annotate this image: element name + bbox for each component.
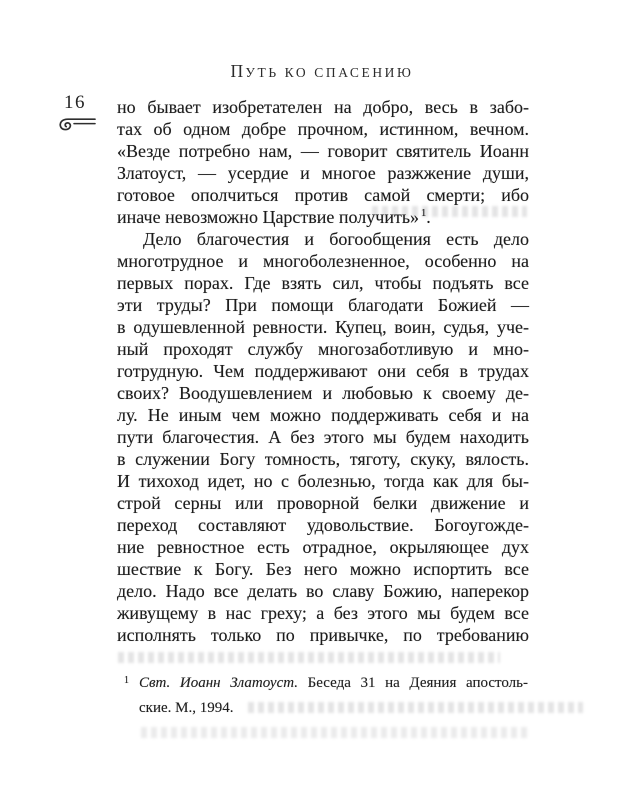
body-line: лу. Не иным чем можно поддерживать себя и на (117, 405, 529, 425)
body-line: переход составляют удовольствие. Богоугожде- (117, 515, 529, 535)
body-line: эти труды? При помощи благодати Божией — (117, 295, 529, 315)
footnote-marker: 1 (124, 675, 129, 686)
running-head-title: ПУТЬ КО СПАСЕНИЮ (230, 61, 414, 81)
body-line: готовое ополчиться против самой смерти; ибо (117, 185, 529, 205)
page-number: 16 (64, 92, 86, 113)
footnote-block (124, 671, 528, 721)
body-line: в служении Богу томность, тяготу, скуку, вялость. (117, 449, 529, 469)
body-line: живущему в нас греху; а без этого мы будем все (117, 603, 529, 623)
body-line: дело. Надо все делать во славу Божию, наперекор (117, 581, 529, 601)
body-line: ние ревностное есть отрадное, окрыляющее дух (117, 537, 529, 557)
footnote-line (124, 671, 528, 696)
footnote-author-italic: Свт. Иоанн Златоуст. (139, 675, 299, 691)
body-line: шествие к Богу. Без него можно испортить все (117, 559, 529, 579)
footnote-citation-text: Беседа 31 на Деяния апостоль- (298, 675, 528, 691)
body-line: пути благочестия. А без этого мы будем находить (117, 427, 529, 447)
body-line: ный проходят службу многозаботливую и мно- (117, 339, 529, 359)
body-line: тах об одном добре прочном, истинном, вечном. (117, 119, 529, 139)
sentence-period: . (426, 207, 431, 227)
body-text-column (117, 96, 529, 646)
body-line: первых порах. Где взять сил, чтобы подъять все (117, 273, 529, 293)
body-line: но бывает изобретателен на добро, весь в забо- (117, 97, 529, 117)
body-line: И тихоход идет, но с болезнью, тогда как для бы- (117, 471, 529, 491)
body-line: в одушевленной ревности. Купец, воин, судья, уче- (117, 317, 529, 337)
body-line: многотрудное и многоболезненное, особенно на (117, 251, 529, 271)
bleedthrough-line (141, 727, 527, 738)
body-line: Златоуст, — усердие и многое разжжение души, (117, 163, 529, 183)
body-line: исполнять только по привычке, по требованию (117, 625, 529, 645)
body-line: Дело благочестия и богообщения есть дело (143, 229, 529, 249)
body-line: строй серны или проворной белки движение и (117, 493, 529, 513)
bleedthrough-line (118, 652, 500, 663)
flourish-ornament-icon (57, 116, 99, 134)
body-line: своих? Воодушевлением и любовью к своему де- (117, 383, 529, 403)
body-line: готрудную. Чем поддерживают они себя в трудах (117, 361, 529, 381)
footnote-line: ские. М., 1994. (139, 700, 234, 716)
body-line: «Везде потребно нам, — говорит святитель Иоанн (117, 141, 529, 161)
quote-end-text: иначе невозможно Царствие получить» (117, 207, 420, 227)
body-line (117, 206, 529, 228)
footnote-reference-mark: 1 (421, 208, 427, 219)
